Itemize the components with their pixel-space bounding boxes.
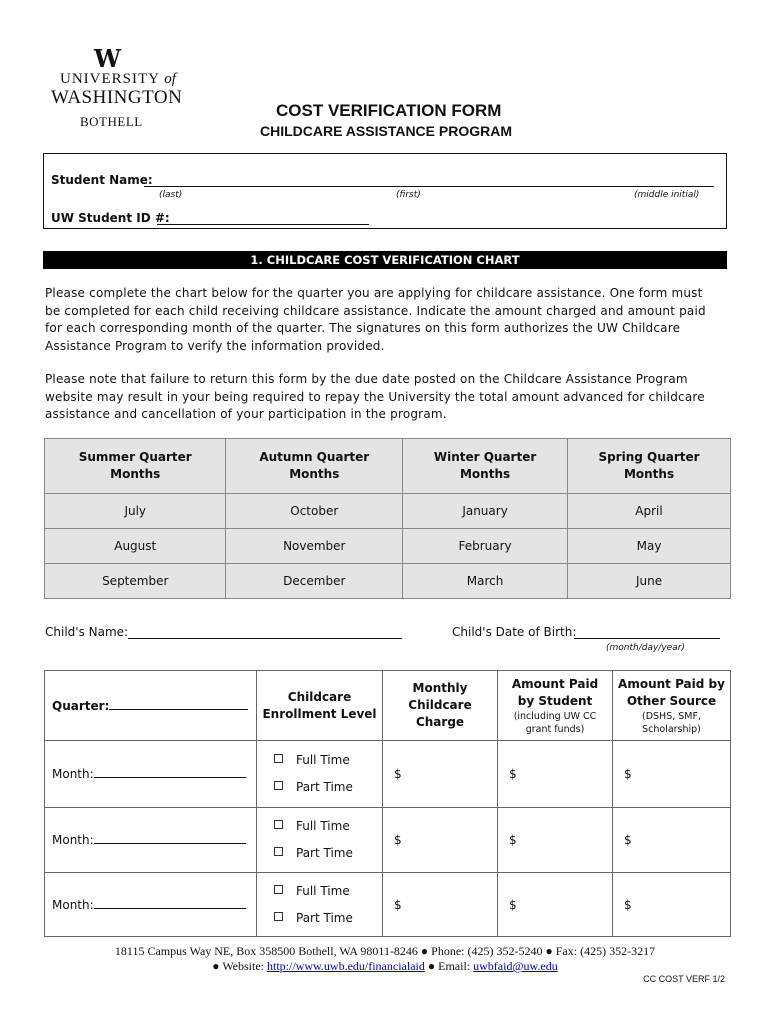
- instructions-paragraph: Please complete the chart below for the quarter you are applying for childcare assistance. One form must be completed for each child receiving childcare assistance. Indicate the amount charged and amount paid for each corresponding month of the quarter. The signatures on this form authorizes the UW Childcare Assistance Program to verify the information provided.: [45, 286, 706, 353]
- table-row: August November February May: [45, 529, 731, 564]
- table-row: September December March June: [45, 564, 731, 599]
- checkbox-icon[interactable]: [274, 847, 283, 856]
- student-name-label: Student Name:: [51, 173, 153, 187]
- student-paid-cell[interactable]: $: [498, 808, 613, 873]
- email-link[interactable]: uwbfaid@uw.edu: [473, 959, 558, 973]
- month-cell: Month:: [45, 808, 257, 873]
- website-prefix: ● Website:: [212, 959, 268, 973]
- student-name-field[interactable]: [144, 174, 714, 187]
- dob-hint: (month/day/year): [606, 643, 685, 653]
- checkbox-icon[interactable]: [274, 781, 283, 790]
- monthly-charge-cell[interactable]: $: [383, 741, 498, 808]
- page-code: CC COST VERF 1/2: [643, 974, 725, 984]
- full-time-option[interactable]: Full Time: [274, 878, 381, 905]
- part-time-option[interactable]: Part Time: [274, 840, 381, 867]
- middle-hint: (middle initial): [634, 190, 700, 200]
- student-paid-cell[interactable]: $: [498, 873, 613, 937]
- student-id-field[interactable]: [157, 212, 369, 225]
- form-subtitle: CHILDCARE ASSISTANCE PROGRAM: [260, 123, 513, 139]
- quarter-cell: [45, 671, 257, 741]
- table-row: July October January April: [45, 494, 731, 529]
- summer-header: Summer Quarter Months: [45, 439, 226, 494]
- other-paid-cell[interactable]: $: [613, 873, 731, 937]
- monthly-charge-cell[interactable]: $: [383, 808, 498, 873]
- logo-university: [60, 71, 176, 88]
- email-prefix: ● Email:: [424, 959, 474, 973]
- logo-washington: WASHINGTON: [51, 87, 183, 108]
- student-id-label: UW Student ID #:: [51, 211, 170, 225]
- student-info-box: [43, 153, 727, 229]
- quarter-months-table: [44, 438, 731, 599]
- cost-table: [44, 670, 731, 937]
- child-dob-label: Child's Date of Birth:: [452, 625, 577, 639]
- logo-university-text: UNIVERSITY: [60, 71, 160, 87]
- month-field[interactable]: [94, 833, 246, 844]
- quarter-field[interactable]: [109, 699, 248, 710]
- warning-paragraph: Please note that failure to return this form by the due date posted on the Childcare Assistance Program website may result in your being required to repay the University the total amount advanced for childcare assistance and cancellation of your participation in the program.: [45, 372, 705, 421]
- enrollment-cell: [257, 741, 383, 808]
- other-paid-header: Amount Paid by Other Source (DSHS, SMF, Scholarship): [613, 671, 731, 741]
- part-time-option[interactable]: Part Time: [274, 774, 381, 801]
- table-row: [45, 741, 731, 808]
- other-paid-cell[interactable]: $: [613, 808, 731, 873]
- form-title: COST VERIFICATION FORM: [276, 101, 502, 120]
- quarter-label: Quarter:: [52, 698, 110, 713]
- monthly-charge-header: Monthly Childcare Charge: [383, 671, 498, 741]
- enrollment-header: Childcare Enrollment Level: [257, 671, 383, 741]
- checkbox-icon[interactable]: [274, 754, 283, 763]
- other-paid-cell[interactable]: $: [613, 741, 731, 808]
- logo-bothell: BOTHELL: [80, 114, 143, 129]
- footer-address: 18115 Campus Way NE, Box 358500 Bothell, WA 98011-8246 ● Phone: (425) 352-5240 ● Fax: (425) 352-3217: [114, 944, 656, 958]
- checkbox-icon[interactable]: [274, 820, 283, 829]
- section-header: 1. CHILDCARE COST VERIFICATION CHART: [43, 251, 727, 269]
- month-field[interactable]: [94, 898, 246, 909]
- student-paid-cell[interactable]: $: [498, 741, 613, 808]
- full-time-option[interactable]: Full Time: [274, 747, 381, 774]
- website-link[interactable]: http://www.uwb.edu/financialaid: [267, 959, 425, 973]
- logo-of: of: [164, 71, 176, 87]
- checkbox-icon[interactable]: [274, 885, 283, 894]
- monthly-charge-cell[interactable]: $: [383, 873, 498, 937]
- student-paid-header: Amount Paid by Student (including UW CC grant funds): [498, 671, 613, 741]
- child-dob-field[interactable]: [574, 627, 720, 639]
- uw-logo-w: W: [94, 44, 119, 73]
- child-name-label: Child's Name:: [45, 625, 129, 639]
- first-hint: (first): [396, 190, 421, 200]
- month-field[interactable]: [94, 767, 246, 778]
- part-time-option[interactable]: Part Time: [274, 905, 381, 932]
- full-time-option[interactable]: Full Time: [274, 813, 381, 840]
- month-cell: Month:: [45, 873, 257, 937]
- month-cell: Month:: [45, 741, 257, 808]
- child-name-field[interactable]: [128, 627, 402, 639]
- footer-contact: [0, 959, 770, 974]
- enrollment-cell: [257, 873, 383, 937]
- checkbox-icon[interactable]: [274, 912, 283, 921]
- enrollment-cell: [257, 808, 383, 873]
- autumn-header: Autumn Quarter Months: [226, 439, 403, 494]
- spring-header: Spring Quarter Months: [568, 439, 731, 494]
- table-row: [45, 873, 731, 937]
- last-hint: (last): [159, 190, 183, 200]
- winter-header: Winter Quarter Months: [403, 439, 568, 494]
- table-row: [45, 808, 731, 873]
